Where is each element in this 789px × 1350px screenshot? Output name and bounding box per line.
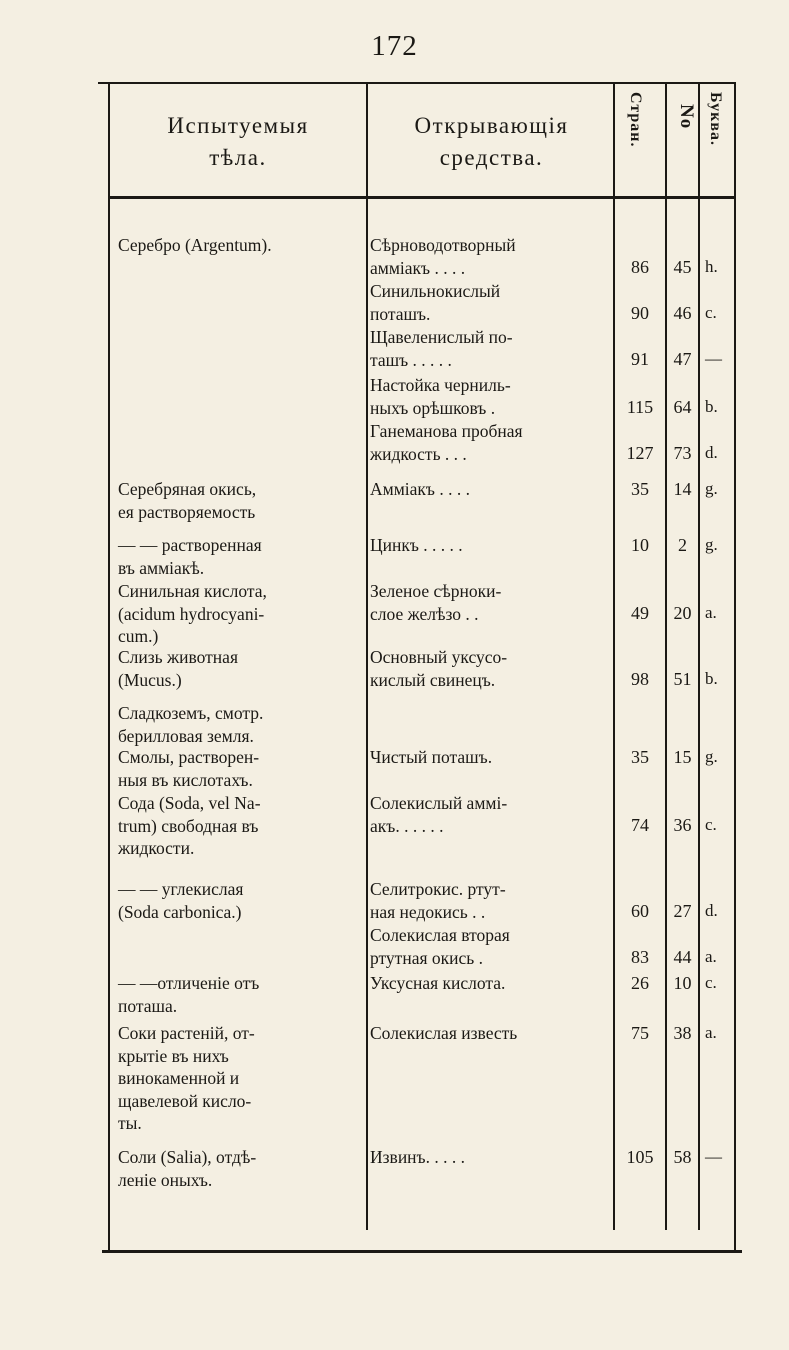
reagent-line: Синильнокислый xyxy=(370,281,501,301)
reagent-line: Настойка черниль- xyxy=(370,375,511,395)
row-subject xyxy=(118,792,261,860)
reagent-line: слое желѣзо . . xyxy=(370,603,479,624)
row-number: 15 xyxy=(673,747,692,767)
subject-line: въ амміакѣ. xyxy=(118,557,205,578)
reagent-line: ная недокись . . xyxy=(370,901,486,922)
column-rule-number xyxy=(665,82,667,1230)
row-reagent xyxy=(370,878,506,923)
reagent-line: Уксусная кислота. xyxy=(370,973,506,993)
reagent-line: Солекислая известь xyxy=(370,1023,518,1043)
column-rule-letter xyxy=(698,82,700,1230)
row-number: 20 xyxy=(673,603,692,623)
subject-line: (Mucus.) xyxy=(118,669,182,690)
row-number: 46 xyxy=(673,303,692,323)
header-reagents: Открывающія средства. xyxy=(414,113,569,170)
row-letter: c. xyxy=(705,303,717,322)
subject-line: Соли (Salia), отдѣ- xyxy=(118,1147,257,1167)
row-page: 35 xyxy=(631,479,649,499)
row-reagent xyxy=(370,580,501,625)
reagent-line: кислый свинецъ. xyxy=(370,669,496,690)
reagent-line: акъ. . . . . . xyxy=(370,815,444,836)
row-letter: b. xyxy=(705,397,718,416)
reagent-line: Основный уксусо- xyxy=(370,647,508,667)
row-number: 58 xyxy=(673,1147,692,1167)
row-subject xyxy=(118,746,259,791)
row-letter: d. xyxy=(705,443,718,462)
subject-line: Синильная кислота, xyxy=(118,581,267,601)
row-letter: b. xyxy=(705,669,718,688)
subject-line: Сладкоземъ, смотр. xyxy=(118,703,264,723)
row-letter: g. xyxy=(705,479,718,498)
reagent-line: ртутная окись . xyxy=(370,947,484,968)
row-letter: d. xyxy=(705,901,718,920)
row-subject xyxy=(118,972,259,1017)
subject-line: Слизь животная xyxy=(118,647,238,667)
subject-line: жидкости. xyxy=(118,838,195,859)
row-page: 74 xyxy=(631,815,649,835)
subject-line: Сода (Soda, vel Na- xyxy=(118,793,261,813)
subject-line: (acidum hydrocyani- xyxy=(118,603,265,624)
row-letter: — xyxy=(705,349,722,368)
row-reagent xyxy=(370,326,513,371)
row-subject xyxy=(118,478,256,523)
row-page: 26 xyxy=(631,973,649,993)
subject-line: ты. xyxy=(118,1113,142,1134)
row-page: 98 xyxy=(631,669,649,689)
row-page: 115 xyxy=(626,397,654,417)
row-number: 51 xyxy=(673,669,692,689)
reagent-line: Чистый поташъ. xyxy=(370,747,493,767)
subject-line: Смолы, растворен- xyxy=(118,747,260,767)
table-top-rule xyxy=(98,82,736,84)
header-bodies: Испытуемыя тѣла. xyxy=(167,113,309,170)
row-letter: c. xyxy=(705,973,717,992)
header-page: Стран. xyxy=(627,92,644,148)
reagent-line: Ганеманова пробная xyxy=(370,421,523,441)
subject-line: крытіе въ нихъ xyxy=(118,1045,229,1066)
row-subject xyxy=(118,234,272,257)
row-page: 35 xyxy=(631,747,649,767)
subject-line: поташа. xyxy=(118,995,178,1016)
row-page: 90 xyxy=(631,303,649,323)
subject-line: (Soda carbonica.) xyxy=(118,901,242,922)
reagent-line: Амміакъ . . . . xyxy=(370,479,470,499)
reagent-line: ташъ . . . . . xyxy=(370,349,452,370)
row-number: 64 xyxy=(673,397,692,417)
subject-line: Соки растеній, от- xyxy=(118,1023,255,1043)
table-right-rule xyxy=(734,82,736,1252)
row-reagent xyxy=(370,924,510,969)
row-letter: a. xyxy=(705,603,717,622)
row-page: 49 xyxy=(631,603,649,623)
row-page: 127 xyxy=(626,443,654,463)
reagent-line: Солекислая вторая xyxy=(370,925,510,945)
reagent-line: Зеленое сѣрноки- xyxy=(370,581,502,601)
row-number: 36 xyxy=(673,815,692,835)
row-number: 10 xyxy=(673,973,692,993)
subject-line: щавелевой кисло- xyxy=(118,1090,252,1111)
subject-line: ныя въ кислотахъ. xyxy=(118,769,253,790)
row-number: 73 xyxy=(673,443,692,463)
reagent-line: ныхъ орѣшковъ . xyxy=(370,397,496,418)
row-number: 2 xyxy=(678,535,687,555)
row-reagent xyxy=(370,972,505,995)
row-number: 45 xyxy=(673,257,692,277)
subject-line: — — растворенная xyxy=(118,535,262,555)
row-reagent xyxy=(370,746,492,769)
reagent-line: Селитрокис. ртут- xyxy=(370,879,506,899)
table-left-rule xyxy=(108,82,110,1252)
row-letter: a. xyxy=(705,1023,717,1042)
row-subject xyxy=(118,646,238,691)
row-letter: g. xyxy=(705,535,718,554)
row-subject xyxy=(118,580,267,648)
row-letter: h. xyxy=(705,257,718,276)
subject-line: леніе оныхъ. xyxy=(118,1169,213,1190)
subject-line: ея растворяемость xyxy=(118,501,256,522)
reagent-line: амміакъ . . . . xyxy=(370,257,466,278)
row-number: 47 xyxy=(673,349,692,369)
reagent-line: Солекислый аммі- xyxy=(370,793,508,813)
row-page: 75 xyxy=(631,1023,649,1043)
reagent-line: Сѣрноводотворный xyxy=(370,235,516,255)
subject-line: — — углекислая xyxy=(118,879,244,899)
row-subject xyxy=(118,534,262,579)
header-letter: Буква. xyxy=(707,92,724,147)
row-page: 60 xyxy=(631,901,649,921)
index-table xyxy=(108,82,736,1252)
row-letter: c. xyxy=(705,815,717,834)
row-subject xyxy=(118,878,243,923)
row-page: 105 xyxy=(626,1147,654,1167)
row-number: 27 xyxy=(673,901,692,921)
row-reagent xyxy=(370,374,511,419)
row-page: 83 xyxy=(631,947,649,967)
row-reagent xyxy=(370,280,500,325)
header-rule xyxy=(108,196,736,199)
column-rule-page xyxy=(613,82,615,1230)
row-subject xyxy=(118,702,263,747)
subject-line: — —отличеніе отъ xyxy=(118,973,260,993)
row-page: 86 xyxy=(631,257,649,277)
row-reagent xyxy=(370,420,523,465)
row-subject xyxy=(118,1146,256,1191)
page-number: 172 xyxy=(371,30,418,62)
table-bottom-rule xyxy=(102,1250,742,1253)
row-reagent xyxy=(370,478,470,501)
subject-line: берилловая земля. xyxy=(118,725,254,746)
row-subject xyxy=(118,1022,255,1135)
row-page: 91 xyxy=(631,349,649,369)
column-rule-reagents xyxy=(366,82,368,1230)
header-number: No xyxy=(676,104,697,130)
reagent-line: Щавеленислый по- xyxy=(370,327,513,347)
subject-line: Серебряная окись, xyxy=(118,479,257,499)
row-page: 10 xyxy=(631,535,649,555)
row-reagent xyxy=(370,234,516,279)
row-number: 14 xyxy=(673,479,692,499)
reagent-line: жидкость . . . xyxy=(370,443,467,464)
reagent-line: Цинкъ . . . . . xyxy=(370,535,463,555)
row-reagent xyxy=(370,646,507,691)
row-number: 44 xyxy=(673,947,692,967)
reagent-line: Извинъ. . . . . xyxy=(370,1147,465,1167)
row-letter: g. xyxy=(705,747,718,766)
row-reagent xyxy=(370,1146,465,1169)
subject-line: винокаменной и xyxy=(118,1068,240,1089)
subject-line: trum) свободная въ xyxy=(118,815,259,836)
subject-line: Серебро (Argentum). xyxy=(118,235,272,255)
row-reagent xyxy=(370,792,507,837)
reagent-line: поташъ. xyxy=(370,303,431,324)
row-letter: — xyxy=(705,1147,722,1166)
row-reagent xyxy=(370,1022,517,1045)
row-letter: a. xyxy=(705,947,717,966)
row-reagent xyxy=(370,534,463,557)
subject-line: cum.) xyxy=(118,626,159,647)
row-number: 38 xyxy=(673,1023,692,1043)
